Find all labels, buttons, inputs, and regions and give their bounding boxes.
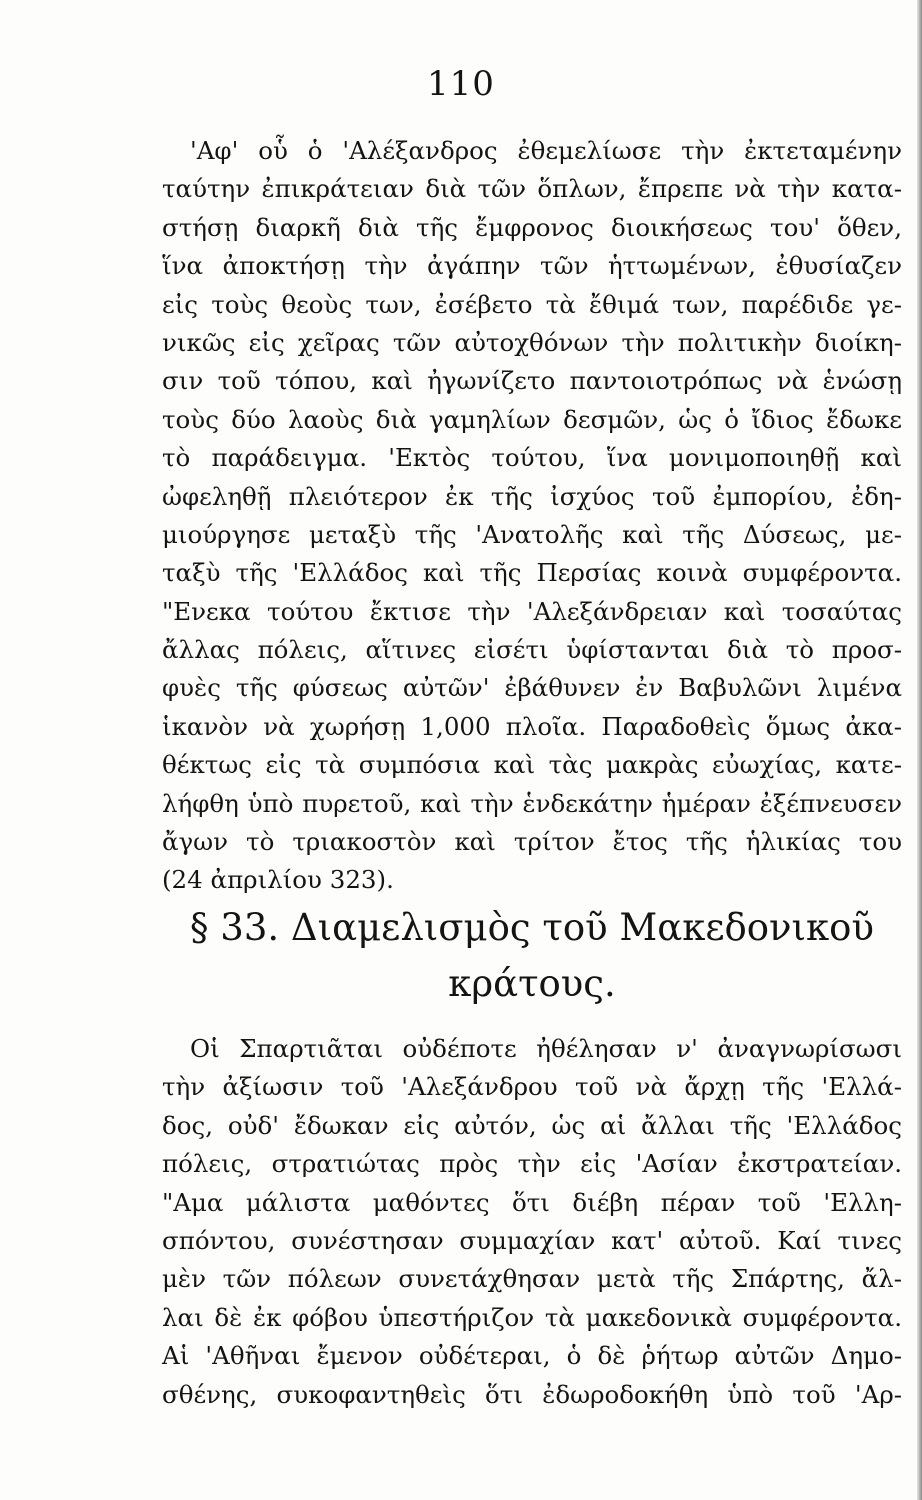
text-line: νικῶς εἰς χεῖρας τῶν αὐτοχθόνων τὴν πολιτικὴν διοίκη- bbox=[162, 327, 902, 357]
text-line: σθένης, συκοφαντηθεὶς ὅτι ἐδωροδοκήθη ὑπὸ τοῦ 'Αρ- bbox=[162, 1379, 902, 1409]
text-line: τὸ παράδειγμα. 'Εκτὸς τούτου, ἵνα μονιμοποιηθῇ καὶ bbox=[162, 443, 902, 473]
text-line: "Ενεκα τούτου ἔκτισε τὴν 'Αλεξάνδρειαν καὶ τοσαύτας bbox=[162, 596, 902, 626]
text-line: στήσῃ διαρκῆ διὰ τῆς ἔμφρονος διοικήσεως του' ὅθεν, bbox=[162, 212, 902, 242]
text-line: μὲν τῶν πόλεων συνετάχθησαν μετὰ τῆς Σπάρτης, ἄλ- bbox=[162, 1264, 902, 1294]
text-line: ἄλλας πόλεις, αἵτινες εἰσέτι ὑφίστανται διὰ τὸ προσ- bbox=[162, 635, 902, 665]
text-line: φυὲς τῆς φύσεως αὐτῶν' ἐβάθυνεν ἐν Βαβυλῶνι λιμένα bbox=[162, 673, 902, 703]
text-line: λαι δὲ ἐκ φόβου ὑπεστήριζον τὰ μακεδονικὰ συμφέροντα. bbox=[162, 1302, 902, 1332]
text-line: ταξὺ τῆς 'Ελλάδος καὶ τῆς Περσίας κοινὰ συμφέροντα. bbox=[162, 558, 902, 588]
text-line: μιούργησε μεταξὺ τῆς 'Ανατολῆς καὶ τῆς Δύσεως, με- bbox=[162, 519, 902, 549]
text-line: τοὺς δύο λαοὺς διὰ γαμηλίων δεσμῶν, ὡς ὁ ἴδιος ἔδωκε bbox=[162, 404, 902, 434]
text-line: σπόντου, συνέστησαν συμμαχίαν κατ' αὐτοῦ. Καί τινες bbox=[162, 1225, 902, 1255]
page-number: 110 bbox=[427, 64, 495, 104]
text-line: ταύτην ἐπικράτειαν διὰ τῶν ὅπλων, ἔπρεπε νὰ τὴν κατα- bbox=[162, 174, 902, 204]
text-line: σιν τοῦ τόπου, καὶ ἠγωνίζετο παντοιοτρόπως νὰ ἑνώσῃ bbox=[162, 366, 902, 396]
text-line: ἱκανὸν νὰ χωρήσῃ 1,000 πλοῖα. Παραδοθεὶς ὅμως ἀκα- bbox=[162, 711, 902, 741]
paragraph-spartans bbox=[162, 1030, 902, 1414]
text-line: δος, οὐδ' ἔδωκαν εἰς αὐτόν, ὡς αἱ ἄλλαι τῆς 'Ελλάδος bbox=[162, 1110, 902, 1140]
section-heading bbox=[162, 900, 902, 1012]
section-heading-line: § 33. Διαμελισμὸς τοῦ Μακεδονικοῦ bbox=[190, 906, 874, 949]
text-line: Οἱ Σπαρτιᾶται οὐδέποτε ἠθέλησαν ν' ἀναγνωρίσωσι bbox=[190, 1034, 902, 1063]
text-line: λήφθη ὑπὸ πυρετοῦ, καὶ τὴν ἑνδεκάτην ἡμέραν ἐξέπνευσεν bbox=[162, 788, 902, 818]
text-line: ἵνα ἀποκτήσῃ τὴν ἀγάπην τῶν ἡττωμένων, ἐθυσίαζεν bbox=[162, 251, 902, 281]
text-line: εἰς τοὺς θεοὺς των, ἐσέβετο τὰ ἔθιμά των, παρέδιδε γε- bbox=[162, 289, 902, 319]
text-line: Αἱ 'Αθῆναι ἔμενον οὐδέτεραι, ὁ δὲ ῥήτωρ αὐτῶν Δημο- bbox=[162, 1341, 902, 1371]
text-line: 'Αφ' οὗ ὁ 'Αλέξανδρος ἐθεμελίωσε τὴν ἐκτεταμένην bbox=[190, 136, 902, 165]
text-line: θέκτως εἰς τὰ συμπόσια καὶ τὰς μακρὰς εὐωχίας, κατε- bbox=[162, 750, 902, 780]
text-line: πόλεις, στρατιώτας πρὸς τὴν εἰς 'Ασίαν ἐκστρατείαν. bbox=[162, 1149, 902, 1179]
paragraph-alexander-empire bbox=[162, 132, 902, 900]
text-line: ὠφεληθῇ πλειότερον ἐκ τῆς ἰσχύος τοῦ ἐμπορίου, ἐδη- bbox=[162, 481, 902, 511]
text-line: "Αμα μάλιστα μαθόντες ὅτι διέβη πέραν τοῦ 'Ελλη- bbox=[162, 1187, 902, 1217]
text-line: (24 ἀπριλίου 323). bbox=[162, 865, 394, 895]
section-heading-line: κράτους. bbox=[448, 962, 616, 1005]
text-line: ἄγων τὸ τριακοστὸν καὶ τρίτον ἔτος τῆς ἡλικίας του bbox=[162, 827, 902, 857]
text-line: τὴν ἀξίωσιν τοῦ 'Αλεξάνδρου τοῦ νὰ ἄρχῃ τῆς 'Ελλά- bbox=[162, 1072, 902, 1102]
page-edge-shadow bbox=[917, 0, 922, 1500]
